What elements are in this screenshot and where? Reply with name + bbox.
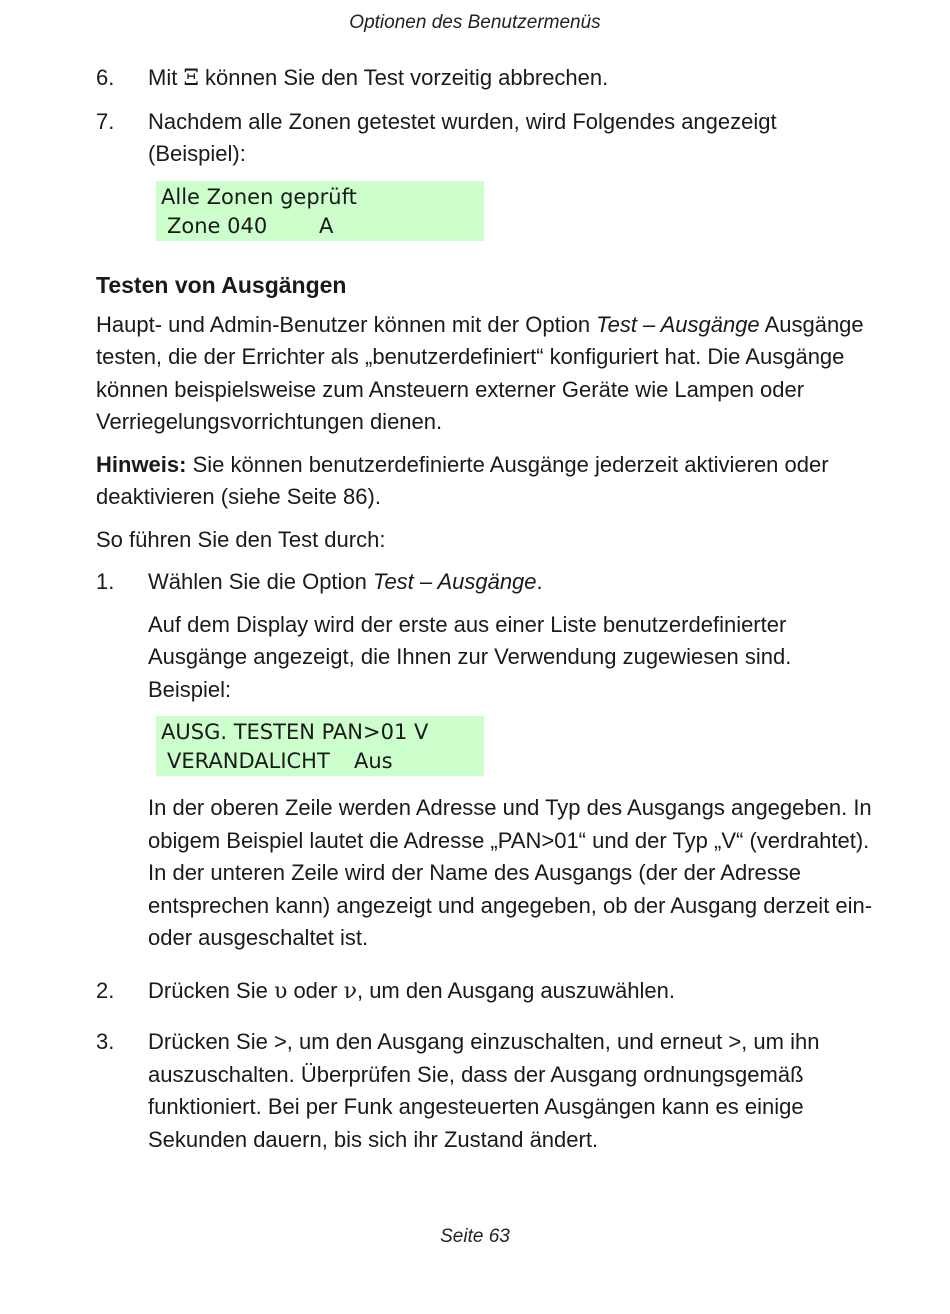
step-2 <box>96 975 876 1009</box>
page-number: Seite 63 <box>440 1226 510 1247</box>
down-key-icon: ν <box>343 978 357 1004</box>
intro-paragraph: Haupt- und Admin-Benutzer können mit der Option Test – Ausgänge Ausgänge testen, die der Errichter als „benutzerdefiniert“ konfiguriert hat. Die Ausgänge können beispielsweise zum Ansteuern externer Geräte wie Lampen oder Verriegelungsvorrichtungen dienen. <box>96 311 864 434</box>
item-number: 7. <box>96 108 115 134</box>
step-text: Drücken Sie >, um den Ausgang einzuschalten, und erneut >, um ihn auszuschalten. Überprüfen Sie, dass der Ausgang ordnungsgemäß funktioniert. Bei per Funk angesteuerten Ausgängen kann es einige Sekunden dauern, bis sich ihr Zustand ändert. <box>148 1029 820 1152</box>
step-detail: Auf dem Display wird der erste aus einer Liste benutzerdefinierter Ausgänge angezeigt, die Ihnen zur Verwendung zugewiesen sind. Beispiel: <box>148 611 792 702</box>
cancel-key-icon: Ξ <box>183 66 199 91</box>
item-text: Mit Ξ können Sie den Test vorzeitig abbrechen. <box>148 65 609 91</box>
procedure-intro: So führen Sie den Test durch: <box>96 526 386 552</box>
section-heading: Testen von Ausgängen <box>96 271 347 298</box>
step-3 <box>96 1026 876 1156</box>
display-example-output <box>156 716 484 776</box>
running-header: Optionen des Benutzermenüs <box>349 12 601 33</box>
item-text: Nachdem alle Zonen getestet wurden, wird Folgendes angezeigt (Beispiel): <box>148 108 777 166</box>
step-text: Wählen Sie die Option Test – Ausgänge. <box>148 569 543 594</box>
step-number: 1. <box>96 569 115 594</box>
up-key-icon: υ <box>273 978 288 1004</box>
page-content <box>96 62 876 1156</box>
display-line-1: AUSG. TESTEN PAN>01 V <box>161 720 429 744</box>
display-line-1: Alle Zonen geprüft <box>161 184 357 209</box>
step-number: 3. <box>96 1029 115 1054</box>
step-number: 2. <box>96 977 115 1003</box>
step-1 <box>96 566 876 955</box>
step-explanation: In der oberen Zeile werden Adresse und Typ des Ausgangs angegeben. In obigem Beispiel lautet die Adresse „PAN>01“ und der Typ „V“ (verdrahtet). In der unteren Zeile wird der Name des Ausgangs (der der Adresse entsprechen kann) angezeigt und angegeben, ob der Ausgang derzeit ein- oder ausgeschaltet ist. <box>148 795 873 950</box>
display-line-2: VERANDALICHT Aus <box>167 749 393 773</box>
list-item-6 <box>96 62 876 96</box>
item-number: 6. <box>96 65 115 90</box>
display-line-2: Zone 040 A <box>167 213 334 238</box>
display-example-zones <box>156 181 484 241</box>
step-text: Drücken Sie υ oder ν, um den Ausgang auszuwählen. <box>148 977 675 1004</box>
list-item-7 <box>96 106 876 171</box>
note-paragraph: Hinweis: Sie können benutzerdefinierte Ausgänge jederzeit aktivieren oder deaktivieren (siehe Seite 86). <box>96 451 829 509</box>
